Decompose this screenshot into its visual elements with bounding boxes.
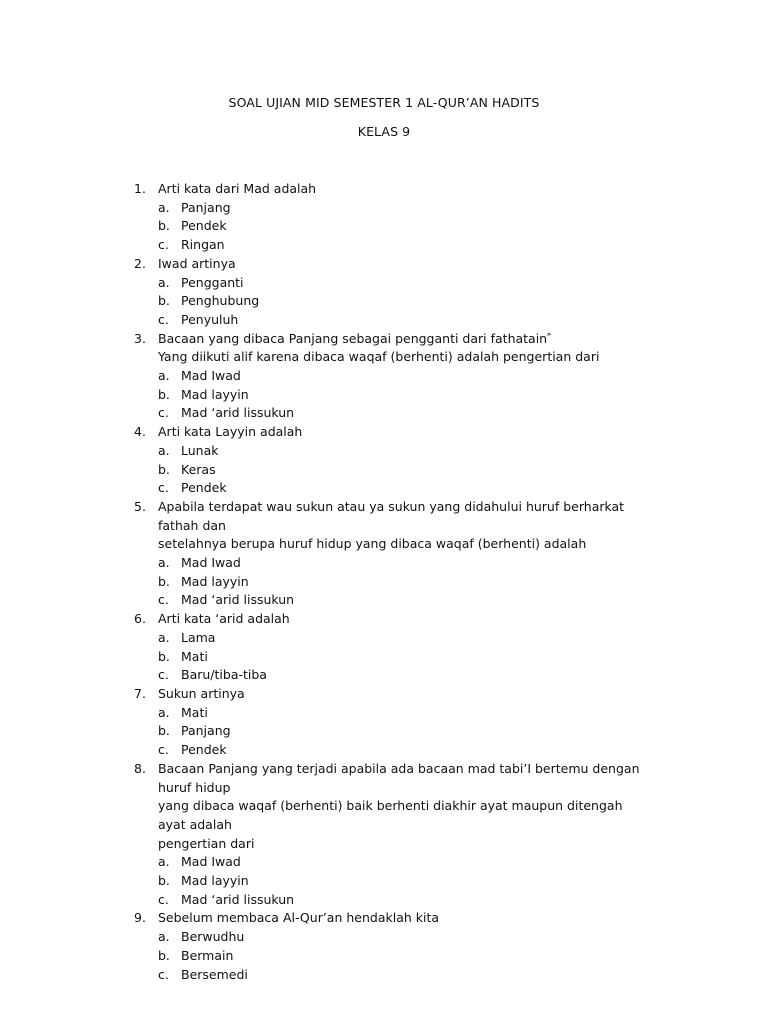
- answer-option: [134, 853, 654, 872]
- option-text: Bermain: [181, 947, 234, 963]
- option-letter: b.: [158, 218, 170, 234]
- question-text: Apabila terdapat wau sukun atau ya sukun yang didahului huruf berharkat fathah dan setelahnya berupa huruf hidup yang dibaca waqaf (berhenti) adalah: [158, 498, 625, 552]
- option-text: Pendek: [181, 480, 227, 496]
- option-text: Mati: [181, 648, 208, 664]
- answer-option: [134, 591, 654, 610]
- question-text: Arti kata dari Mad adalah: [158, 181, 317, 196]
- option-text: Berwudhu: [181, 929, 245, 945]
- option-text: Ringan: [181, 237, 225, 253]
- answer-option: [134, 741, 654, 760]
- question-number: 4.: [134, 424, 146, 440]
- option-text: Mad layyin: [181, 873, 249, 889]
- question-line: [134, 180, 654, 199]
- option-letter: a.: [158, 704, 170, 720]
- option-letter: a.: [158, 555, 170, 571]
- answer-option: [134, 966, 654, 985]
- option-text: Mad ‘arid lissukun: [181, 405, 295, 421]
- option-text: Mad layyin: [181, 386, 249, 402]
- answer-option: [134, 217, 654, 236]
- question-line: [134, 685, 654, 704]
- answer-option: [134, 479, 654, 498]
- question-item: [134, 498, 654, 610]
- question-line: [134, 909, 654, 928]
- answer-option: [134, 404, 654, 423]
- page-subtitle: KELAS 9: [357, 124, 411, 139]
- option-letter: b.: [158, 386, 170, 402]
- option-letter: c.: [158, 966, 169, 982]
- answer-option: [134, 928, 654, 947]
- option-text: Mad ‘arid lissukun: [181, 592, 295, 608]
- question-text: Arti kata ‘arid adalah: [158, 611, 290, 627]
- answer-option: [134, 872, 654, 891]
- answer-option: [134, 629, 654, 648]
- question-line: [134, 423, 654, 442]
- answer-option: [134, 274, 654, 293]
- option-letter: c.: [158, 742, 169, 758]
- answer-option: [134, 722, 654, 741]
- option-letter: c.: [158, 667, 169, 683]
- question-text: Sukun artinya: [158, 685, 245, 701]
- option-text: Penyuluh: [181, 311, 239, 327]
- answer-option: [134, 461, 654, 480]
- question-number: 3.: [134, 330, 146, 346]
- question-text: Bacaan Panjang yang terjadi apabila ada bacaan mad tabi’I bertemu dengan huruf hidup yang dibaca waqaf (berhenti) baik berhenti diakhir ayat maupun ditengah ayat adalah pengertian dari: [158, 760, 640, 851]
- answer-option: [134, 891, 654, 910]
- question-item: [134, 610, 654, 685]
- option-letter: b.: [158, 648, 170, 664]
- question-line: [134, 330, 654, 367]
- option-text: Pengganti: [181, 274, 244, 290]
- question-number: 6.: [134, 611, 146, 627]
- question-number: 1.: [134, 181, 146, 196]
- answer-option: [134, 573, 654, 592]
- option-text: Mad ‘arid lissukun: [181, 891, 295, 907]
- answer-option: [134, 292, 654, 311]
- question-item: [134, 760, 654, 910]
- option-letter: b.: [158, 873, 170, 889]
- option-text: Panjang: [181, 199, 231, 215]
- option-text: Bersemedi: [181, 966, 248, 982]
- option-text: Mati: [181, 704, 208, 720]
- option-letter: a.: [158, 274, 170, 290]
- question-line: [134, 498, 654, 554]
- answer-option: [134, 442, 654, 461]
- option-letter: a.: [158, 199, 170, 215]
- answer-option: [134, 199, 654, 218]
- option-text: Lama: [181, 629, 216, 645]
- question-line: [134, 610, 654, 629]
- option-text: Pendek: [181, 742, 227, 758]
- option-letter: c.: [158, 891, 169, 907]
- option-letter: b.: [158, 947, 170, 963]
- option-text: Lunak: [181, 442, 219, 458]
- question-text: Sebelum membaca Al-Qur’an hendaklah kita: [158, 910, 440, 926]
- option-text: Mad layyin: [181, 573, 249, 589]
- option-letter: a.: [158, 368, 170, 384]
- option-letter: b.: [158, 461, 170, 477]
- question-text: Iwad artinya: [158, 255, 236, 271]
- question-number: 9.: [134, 910, 146, 926]
- answer-option: [134, 648, 654, 667]
- option-letter: c.: [158, 237, 169, 253]
- answer-option: [134, 666, 654, 685]
- question-number: 7.: [134, 685, 146, 701]
- answer-option: [134, 236, 654, 255]
- question-item: [134, 180, 654, 255]
- question-line: [134, 255, 654, 274]
- option-letter: c.: [158, 405, 169, 421]
- answer-option: [134, 367, 654, 386]
- option-letter: c.: [158, 592, 169, 608]
- option-text: Baru/tiba-tiba: [181, 667, 267, 683]
- question-item: [134, 909, 654, 984]
- question-number: 5.: [134, 498, 146, 514]
- option-letter: b.: [158, 293, 170, 309]
- option-letter: a.: [158, 629, 170, 645]
- answer-option: [134, 947, 654, 966]
- answer-option: [134, 311, 654, 330]
- question-line: [134, 760, 654, 854]
- answer-option: [134, 386, 654, 405]
- question-number: 2.: [134, 255, 146, 271]
- question-item: [134, 423, 654, 498]
- answer-option: [134, 704, 654, 723]
- option-text: Mad Iwad: [181, 555, 241, 571]
- question-item: [134, 330, 654, 424]
- option-text: Mad Iwad: [181, 854, 241, 870]
- question-item: [134, 255, 654, 330]
- option-text: Keras: [181, 461, 216, 477]
- question-list: [134, 180, 654, 984]
- option-letter: b.: [158, 723, 170, 739]
- option-letter: a.: [158, 442, 170, 458]
- question-item: [134, 685, 654, 760]
- option-text: Penghubung: [181, 293, 260, 309]
- option-text: Pendek: [181, 218, 227, 234]
- question-text: Arti kata Layyin adalah: [158, 424, 303, 440]
- option-letter: a.: [158, 854, 170, 870]
- option-letter: c.: [158, 480, 169, 496]
- option-text: Mad Iwad: [181, 368, 241, 384]
- question-number: 8.: [134, 760, 146, 776]
- page-title: SOAL UJIAN MID SEMESTER 1 AL-QUR’AN HADITS: [228, 95, 540, 110]
- option-text: Panjang: [181, 723, 231, 739]
- option-letter: c.: [158, 311, 169, 327]
- question-text: Bacaan yang dibaca Panjang sebagai pengganti dari fathatain ً Yang diikuti alif karena dibaca waqaf (berhenti) adalah pengertian dari: [158, 330, 600, 365]
- option-letter: b.: [158, 573, 170, 589]
- option-letter: a.: [158, 929, 170, 945]
- answer-option: [134, 554, 654, 573]
